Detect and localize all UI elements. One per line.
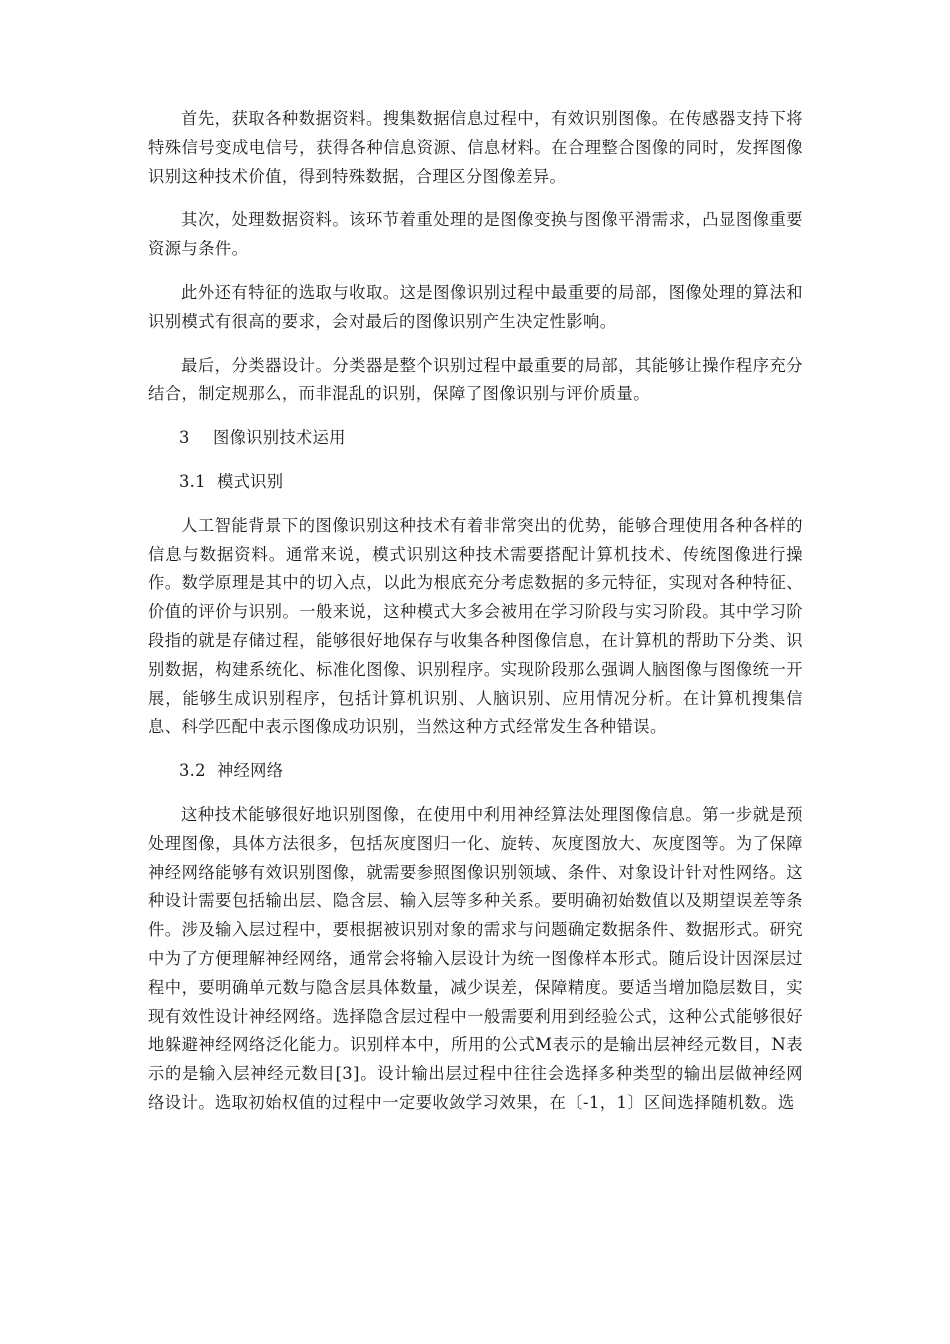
section-title: 图像识别技术运用 (213, 428, 346, 448)
paragraph-first-step: 首先，获取各种数据资料。搜集数据信息过程中，有效识别图像。在传感器支持下将特殊信号变成电信号，获得各种信息资源、信息材料。在合理整合图像的同时，发挥图像识别这种技术价值，得到特殊数据，合理区分图像差异。 (148, 109, 803, 186)
section-number: 3.2 (179, 761, 206, 781)
paragraph-classifier-design: 最后，分类器设计。分类器是整个识别过程中最重要的局部，其能够让操作程序充分结合，制定规那么，而非混乱的识别，保障了图像识别与评价质量。 (148, 355, 803, 404)
paragraph-pattern-recognition: 人工智能背景下的图像识别这种技术有着非常突出的优势，能够合理使用各种各样的信息与数据资料。通常来说，模式识别这种技术需要搭配计算机技术、传统图像进行操作。数学原理是其中的切入点，以此为根底充分考虑数据的多元特征，实现对各种特征、价值的评价与识别。一般来说，这种模式大多会被用在学习阶段与实习阶段。其中学习阶段指的就是存储过程，能够很好地保存与收集各种图像信息，在计算机的帮助下分类、识别数据，构建系统化、标准化图像、识别程序。实现阶段那么强调人脑图像与图像统一开展，能够生成识别程序，包括计算机识别、人脑识别、应用情况分析。在计算机搜集信息、科学匹配中表示图像成功识别，当然这种方式经常发生各种错误。 (148, 515, 803, 737)
section-title: 神经网络 (217, 761, 284, 781)
document-page (148, 105, 803, 1133)
section-heading-3-1 (148, 468, 803, 497)
paragraph-second-step: 其次，处理数据资料。该环节着重处理的是图像变换与图像平滑需求，凸显图像重要资源与条件。 (148, 210, 803, 259)
section-number: 3 (179, 428, 190, 448)
section-heading-3 (148, 424, 803, 453)
paragraph-feature-selection: 此外还有特征的选取与收取。这是图像识别过程中最重要的局部，图像处理的算法和识别模式有很高的要求，会对最后的图像识别产生决定性影响。 (148, 282, 803, 331)
section-title: 模式识别 (217, 471, 284, 491)
paragraph-neural-network: 这种技术能够很好地识别图像，在使用中利用神经算法处理图像信息。第一步就是预处理图像，具体方法很多，包括灰度图归一化、旋转、灰度图放大、灰度图等。为了保障神经网络能够有效识别图像，就需要参照图像识别领域、条件、对象设计针对性网络。这种设计需要包括输出层、隐含层、输入层等多种关系。要明确初始数值以及期望误差等条件。涉及输入层过程中，要根据被识别对象的需求与问题确定数据条件、数据形式。研究中为了方便理解神经网络，通常会将输入层设计为统一图像样本形式。随后设计因深层过程中，要明确单元数与隐含层具体数量，减少误差，保障精度。要适当增加隐层数目，实现有效性设计神经网络。选择隐含层过程中一般需要利用到经验公式，这种公式能够很好地躲避神经网络泛化能力。识别样本中，所用的公式M表示的是输出层神经元数目，N表示的是输入层神经元数目[3]。设计输出层过程中往往会选择多种类型的输出层做神经网络设计。选取初始权值的过程中一定要收敛学习效果，在〔-1，1〕区间选择随机数。选 (148, 804, 803, 1112)
section-heading-3-2 (148, 757, 803, 786)
section-number: 3.1 (179, 471, 206, 491)
